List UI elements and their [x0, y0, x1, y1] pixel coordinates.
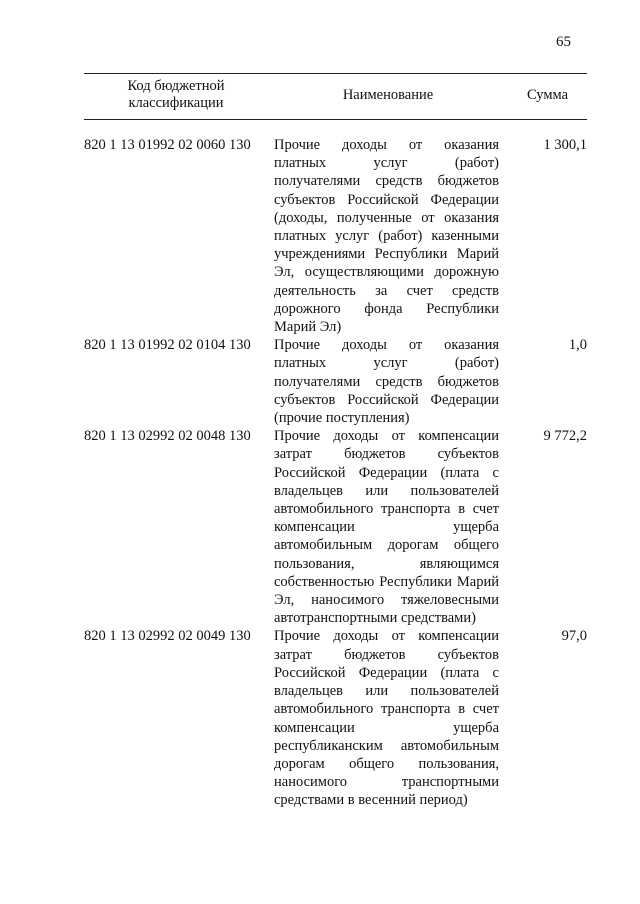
item-sum: 9 772,2: [543, 428, 587, 445]
table-row: [84, 136, 587, 336]
item-sum: 97,0: [561, 628, 587, 645]
item-name: Прочие доходы от компенсации затрат бюджетов субъектов Российской Федерации (плата с владельцев или пользователей автомобильного транспорта в счет компенсации ущерба автомобильным дорогам общего пользования, являющимся собственностью Республики Марий Эл, наносимого тяжеловесными автотранспортными средствами): [274, 428, 499, 627]
header-bottom-rule: [84, 119, 587, 120]
item-sum: 1 300,1: [543, 137, 587, 153]
table-row: [84, 627, 587, 809]
table-row: [84, 427, 587, 627]
header-name-column: Наименование: [342, 87, 434, 103]
item-name: Прочие доходы от оказания платных услуг (работ) получателями средств бюджетов субъектов Российской Федерации (прочие поступления): [274, 337, 499, 427]
page-number: 65: [556, 34, 571, 50]
budget-code: 820 1 13 02992 02 0049 130: [84, 628, 251, 645]
budget-code: 820 1 13 02992 02 0048 130: [84, 428, 251, 445]
budget-code: 820 1 13 01992 02 0060 130: [84, 137, 251, 153]
item-name: Прочие доходы от оказания платных услуг (работ) получателями средств бюджетов субъектов Российской Федерации (доходы, полученные от оказания платных услуг (работ) казенными учреждениями Республики Марий Эл, осуществляющими дорожную деятельность за счет средств дорожного фонда Республики Марий Эл): [274, 137, 499, 336]
header-sum-column: Сумма: [526, 87, 569, 103]
table-header: [84, 73, 587, 121]
table-row: [84, 336, 587, 427]
budget-code: 820 1 13 01992 02 0104 130: [84, 337, 251, 354]
item-name: Прочие доходы от компенсации затрат бюджетов субъектов Российской Федерации (плата с владельцев или пользователей автомобильного транспорта в счет компенсации ущерба республиканским автомобильным дорогам общего пользования, наносимого транспортными средствами в весенний период): [274, 628, 499, 809]
header-top-rule: [84, 73, 587, 74]
item-sum: 1,0: [568, 337, 587, 354]
table-body: [84, 136, 587, 810]
header-code-column: Код бюджетной классификации: [127, 78, 225, 111]
